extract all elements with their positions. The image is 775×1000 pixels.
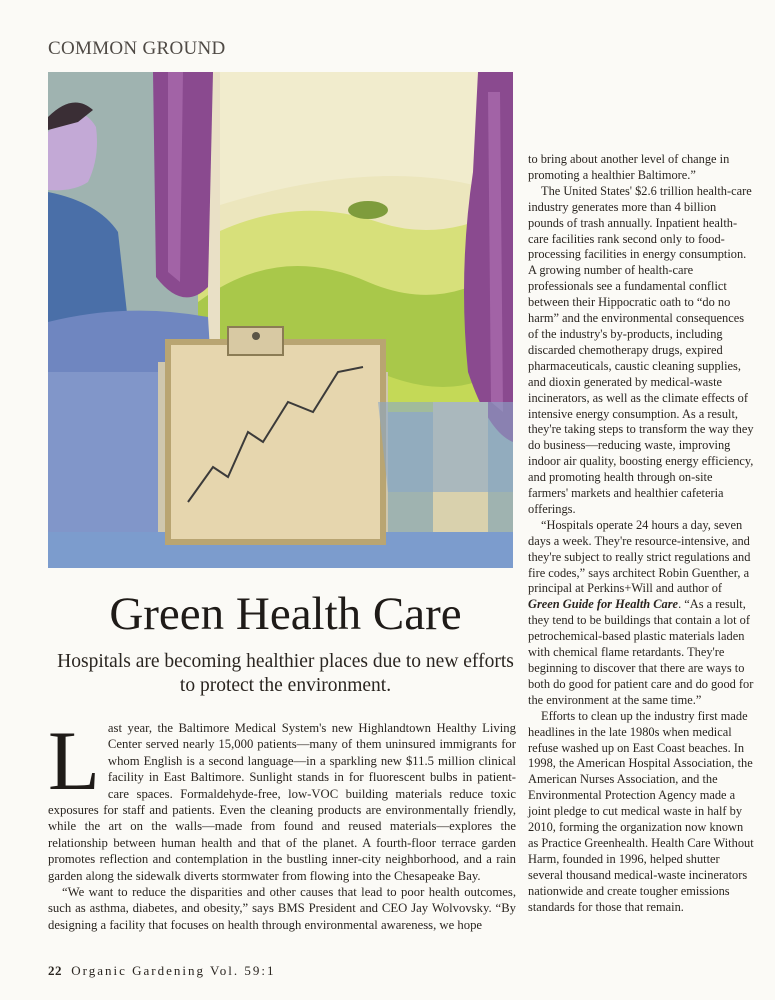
paragraph-history: Efforts to clean up the industry first made headlines in the late 1980s when medical refuse washed up on East Coast beaches. In 1998, the American Hospital Association, the American Nurses Association, and the Environmental Protection Agency made a joint pledge to cut medical waste in half by 2010, forming the organization now known as Practice Greenhealth. Health Care Without Harm, founded in 1996, helped shutter several thousand medical-waste incinerators nationwide and create tougher emissions standards for those that remain. — [528, 708, 754, 914]
paragraph-guenther-a: “Hospitals operate 24 hours a day, seven days a week. They're resource-intensive, and they're subject to really strict regulations and fire codes,” says architect Robin Guenther, a principal at Perkins+Will and author of — [528, 517, 751, 596]
publication-name: Organic Gardening Vol. 59:1 — [71, 963, 276, 978]
paragraph-guenther-b: . “As a result, they tend to be buildings that contain a lot of petrochemical-based plastic materials laden with chemical flame retardants. They're beginning to discover that there are ways to both do good for patient care and do good for the environment at the same time.” — [528, 597, 754, 707]
feature-illustration — [48, 72, 513, 568]
article-deck: Hospitals are becoming healthier places due to new efforts to protect the environment. — [57, 651, 514, 696]
drop-cap: L — [48, 714, 100, 808]
paragraph-continued: to bring about another level of change in promoting a healthier Baltimore.” — [528, 152, 730, 182]
paragraph-quote: “We want to reduce the disparities and other causes that lead to poor health outcomes, such as asthma, diabetes, and obesity,” says BMS President and CEO Jay Wolvovsky. “By designing a facility that focuses on health through environmental awareness, we hope — [48, 885, 516, 932]
medical-chart — [168, 342, 383, 542]
paragraph-guenther — [528, 518, 754, 709]
page-footer — [48, 963, 275, 979]
paragraph-intro-text: ast year, the Baltimore Medical System's new Highlandtown Healthy Living Center served nearly 15,000 patients—many of them uninsured immigrants for whom English is a second language—in a sparkling new $11.5 million clinical facility in East Baltimore. Sunlight stands in for fluorescent bulbs in patient-care spaces. Formaldehyde-free, low-VOC building materials reduce toxic exposures for staff and patients. Even the cleaning products are environmentally friendly, while the art on the walls—made from found and reused materials—explores the relationship between human health and that of the planet. A fourth-floor terrace garden promotes reflection and contemplation in the bustling inner-city neighborhood, and a rain garden along the sidewalk diverts stormwater from flowing into the Chesapeake Bay. — [48, 721, 516, 883]
book-title: Green Guide for Health Care — [528, 597, 679, 612]
article-body-left-column — [48, 714, 516, 933]
page-number: 22 — [48, 963, 62, 978]
curtain-left — [153, 72, 213, 297]
paragraph-intro — [48, 714, 516, 884]
section-label: COMMON GROUND — [48, 38, 226, 59]
article-headline: Green Health Care — [109, 588, 462, 640]
paragraph-industry: The United States' $2.6 trillion health-care industry generates more than 4 billion pounds of trash annually. Inpatient health-care facilities rank second only to food-processing facilities in energy consumption. A growing number of health-care professionals see a fundamental conflict between their Hippocratic oath to “do no harm” and the environmental consequences of the industry's by-products, including discarded chemotherapy drugs, expired pharmaceuticals, caustic cleaning supplies, and dioxin generated by medical-waste incinerators, as well as the climate effects of intensive energy consumption. As a result, they're taking steps to transform the way they do business—reducing waste, improving indoor air quality, boosting energy efficiency, and promoting health through on-site farmers' markets and healthier cafeteria offerings. — [528, 183, 754, 516]
article-body-right-column — [528, 152, 754, 916]
hospital-window-illustration-icon — [48, 72, 513, 568]
